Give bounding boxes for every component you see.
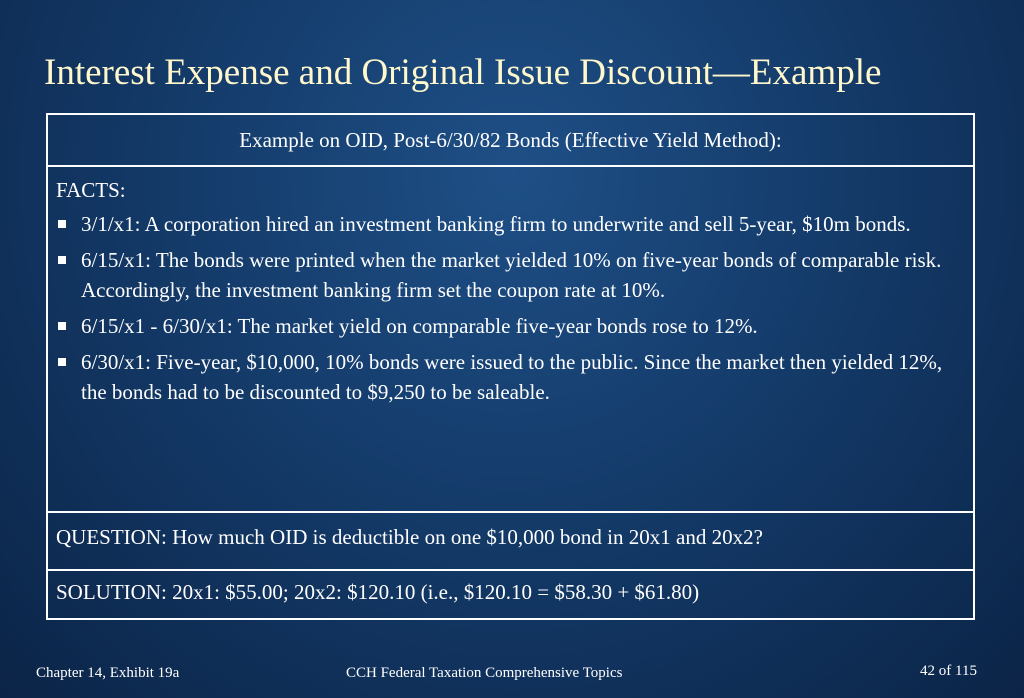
fact-item: [56, 347, 965, 407]
footer-chapter: Chapter 14, Exhibit 19a: [36, 665, 180, 681]
example-table: [46, 113, 975, 620]
fact-text: 3/1/x1: A corporation hired an investment banking firm to underwrite and sell 5-year, $10m bonds.: [81, 212, 911, 236]
square-bullet-icon: [58, 220, 66, 228]
square-bullet-icon: [58, 256, 66, 264]
slide-title: Interest Expense and Original Issue Discount—Example: [44, 52, 882, 93]
square-bullet-icon: [58, 358, 66, 366]
footer-course-title: CCH Federal Taxation Comprehensive Topics: [346, 665, 623, 681]
square-bullet-icon: [58, 322, 66, 330]
solution-row: SOLUTION: 20x1: $55.00; 20x2: $120.10 (i.e., $120.10 = $58.30 + $61.80): [56, 580, 700, 604]
fact-item: [56, 209, 965, 239]
question-row: QUESTION: How much OID is deductible on one $10,000 bond in 20x1 and 20x2?: [48, 513, 973, 571]
fact-text: 6/30/x1: Five-year, $10,000, 10% bonds were issued to the public. Since the market then yielded 12%, the bonds had to be discounted to $9,250 to be saleable.: [81, 350, 943, 404]
table-header: Example on OID, Post-6/30/82 Bonds (Effective Yield Method):: [48, 115, 973, 167]
fact-item: [56, 245, 965, 305]
facts-list: [56, 209, 965, 407]
fact-text: 6/15/x1 - 6/30/x1: The market yield on comparable five-year bonds rose to 12%.: [81, 314, 758, 338]
page-number: 42 of 115: [920, 663, 977, 679]
facts-section: [48, 167, 973, 513]
facts-label: FACTS:: [56, 178, 126, 202]
fact-text: 6/15/x1: The bonds were printed when the market yielded 10% on five-year bonds of comparable risk. Accordingly, the investment banking firm set the coupon rate at 10%.: [81, 248, 942, 302]
fact-item: [56, 311, 965, 341]
